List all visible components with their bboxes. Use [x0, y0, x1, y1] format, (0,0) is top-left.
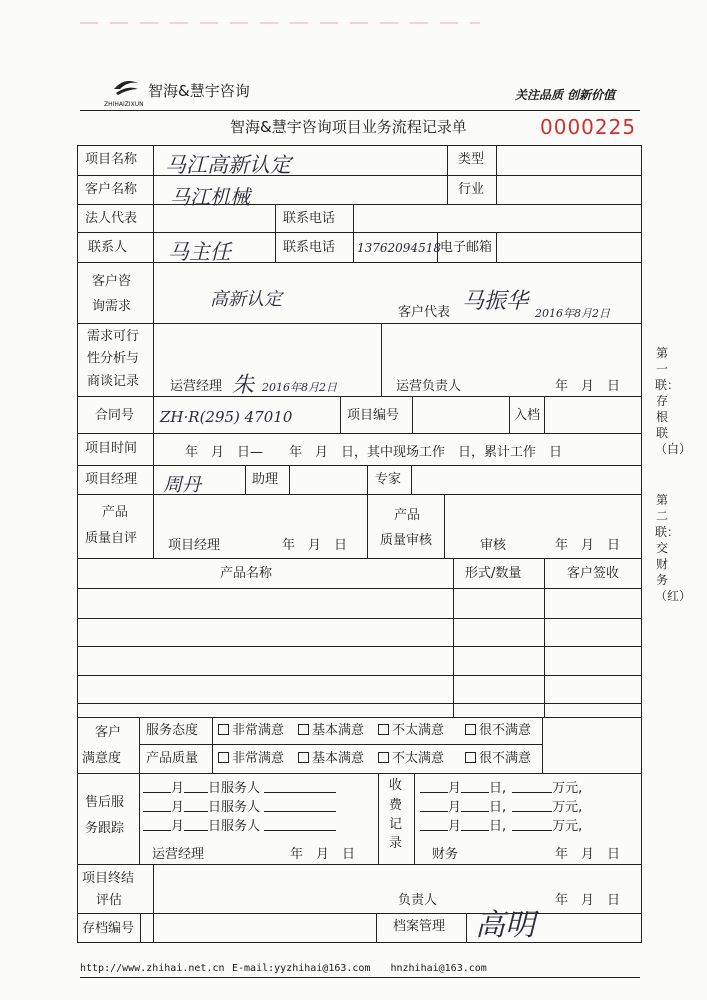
serial-number: 0000225	[540, 115, 637, 139]
label-client-name: 客户名称	[85, 182, 138, 197]
value-project-name: 马江高新认定	[165, 153, 291, 177]
label-final-1: 项目终结	[82, 871, 135, 886]
form-title: 智海&慧宇咨询项目业务流程记录单	[230, 118, 467, 136]
quality-option-4[interactable]: 很不满意	[465, 752, 531, 766]
checkbox-icon	[378, 724, 389, 735]
slogan: 关注品质 创新价值	[515, 88, 616, 102]
label-ops-manager-2: 运营经理	[152, 847, 205, 862]
label-self-manager: 项目经理	[168, 538, 221, 553]
col-product-name: 产品名称	[220, 566, 273, 581]
label-req-1: 客户咨	[92, 274, 132, 289]
date-ops-head: 年 月 日	[555, 379, 621, 394]
logo-text: ZHIHAIZIXUN	[104, 101, 144, 108]
aftersales-line-1: 月 日服务人	[143, 781, 336, 796]
label-archive-no: 存档编号	[82, 921, 135, 936]
header-rule	[80, 110, 640, 111]
footer-url: http://www.zhihai.net.cn	[80, 963, 225, 974]
client-rep-signature: 马振华	[462, 289, 529, 314]
date-aftersales: 年 月 日	[290, 847, 356, 862]
label-sat-1: 客户	[95, 725, 122, 740]
label-final-2: 评估	[96, 893, 123, 908]
label-legal-rep: 法人代表	[85, 211, 138, 226]
checkbox-icon	[218, 752, 229, 763]
label-assistant: 助理	[252, 472, 279, 487]
label-audit-1: 产品	[394, 508, 421, 523]
label-archive-mgmt: 档案管理	[393, 919, 446, 934]
label-responsible: 负责人	[398, 893, 438, 908]
label-archive-in: 入档	[514, 408, 541, 423]
service-option-3[interactable]: 不太满意	[378, 724, 444, 738]
date-audit: 年 月 日	[555, 538, 621, 553]
value-contract-no: ZH·R(295) 47010	[160, 408, 293, 426]
label-quality: 产品质量	[146, 751, 199, 766]
fee-line-3: 月 日, 万元,	[420, 819, 582, 834]
label-fee-3: 记	[389, 817, 403, 832]
checkbox-icon	[218, 724, 229, 735]
quality-option-3[interactable]: 不太满意	[378, 752, 444, 766]
label-contact-person: 联系人	[88, 240, 128, 255]
footer-rule	[80, 977, 640, 978]
label-audit-2: 质量审核	[380, 533, 433, 548]
fee-line-1: 月 日, 万元,	[420, 781, 582, 796]
label-type: 类型	[458, 152, 485, 167]
label-self-2: 质量自评	[85, 531, 138, 546]
date-final: 年 月 日	[555, 893, 621, 908]
top-mark-line	[80, 22, 480, 24]
company-name: 智海&慧宇咨询	[148, 82, 250, 100]
value-contact-person: 马主任	[168, 240, 231, 264]
label-sat-2: 满意度	[82, 751, 122, 766]
fee-line-2: 月 日, 万元,	[420, 800, 582, 815]
value-client-name: 马江机械	[170, 185, 250, 209]
checkbox-icon	[298, 752, 309, 763]
label-project-manager: 项目经理	[85, 472, 138, 487]
col-form-qty: 形式/数量	[465, 566, 522, 581]
label-aftersales-2: 务跟踪	[85, 821, 125, 836]
label-req-2: 询需求	[92, 299, 132, 314]
label-fee-1: 收	[389, 778, 403, 793]
aftersales-line-2: 月 日服务人	[143, 800, 336, 815]
value-phone: 13762094518	[357, 241, 441, 255]
label-fee-2: 费	[389, 798, 403, 813]
label-project-name: 项目名称	[85, 152, 138, 167]
label-expert: 专家	[375, 472, 402, 487]
value-project-manager: 周丹	[163, 474, 202, 496]
footer-email: E-mail:yyzhihai@163.com hnzhihai@163.com	[232, 963, 487, 974]
checkbox-icon	[465, 752, 476, 763]
label-aftersales-1: 售后服	[85, 795, 125, 810]
label-contact-phone-1: 联系电话	[283, 211, 336, 226]
service-option-2[interactable]: 基本满意	[298, 724, 364, 738]
label-client-rep: 客户代表	[398, 305, 451, 320]
service-option-4[interactable]: 很不满意	[465, 724, 531, 738]
quality-option-1[interactable]: 非常满意	[218, 752, 284, 766]
side-copy-2: 第二联：交财务（红）	[655, 493, 692, 603]
project-time-line: 年 月 日— 年 月 日，其中现场工作 日，累计工作 日	[185, 445, 563, 460]
label-industry: 行业	[458, 182, 485, 197]
side-copy-1: 第一联：存根联（白）	[655, 346, 692, 456]
client-rep-date: 2016年8月2日	[535, 307, 610, 320]
archive-signature: 高明	[475, 908, 535, 943]
label-finance: 财务	[432, 847, 459, 862]
ops-signature: 朱	[232, 373, 255, 398]
quality-option-2[interactable]: 基本满意	[298, 752, 364, 766]
label-project-time: 项目时间	[85, 441, 138, 456]
date-finance: 年 月 日	[555, 847, 621, 862]
value-requirement: 高新认定	[210, 289, 282, 310]
checkbox-icon	[298, 724, 309, 735]
label-ops-manager-1: 运营经理	[170, 379, 223, 394]
service-option-1[interactable]: 非常满意	[218, 724, 284, 738]
label-feas-2: 性分析与	[87, 351, 140, 366]
checkbox-icon	[465, 724, 476, 735]
label-self-1: 产品	[102, 505, 129, 520]
label-feas-3: 商谈记录	[87, 374, 140, 389]
date-self: 年 月 日	[282, 538, 348, 553]
label-ops-head: 运营负责人	[396, 379, 462, 394]
col-client-sign: 客户签收	[567, 566, 620, 581]
label-service: 服务态度	[146, 723, 199, 738]
label-contact-phone-2: 联系电话	[283, 240, 336, 255]
label-contract-no: 合同号	[95, 408, 135, 423]
label-fee-4: 录	[389, 836, 403, 851]
aftersales-line-3: 月 日服务人	[143, 819, 336, 834]
label-email: 电子邮箱	[440, 240, 493, 255]
label-feas-1: 需求可行	[87, 329, 140, 344]
label-reviewer: 审核	[480, 538, 507, 553]
checkbox-icon	[378, 752, 389, 763]
ops-date: 2016年8月2日	[262, 381, 337, 394]
company-logo-icon	[110, 75, 142, 101]
label-project-no: 项目编号	[347, 408, 400, 423]
